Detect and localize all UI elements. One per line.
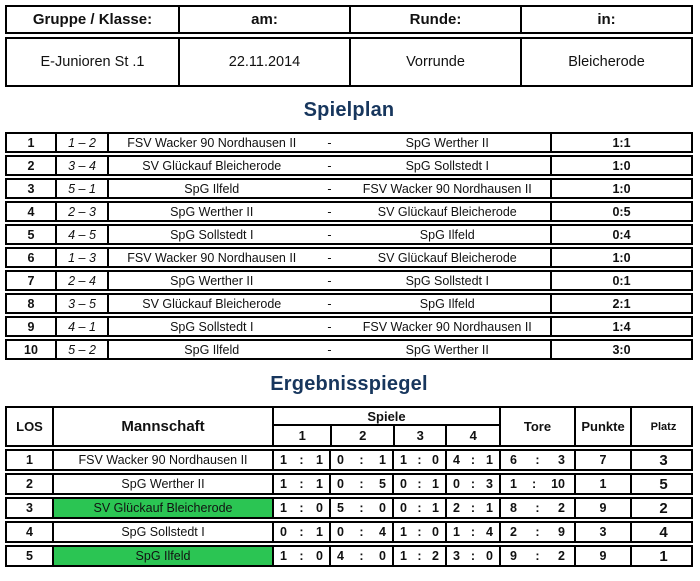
ergebnisspiegel-title: Ergebnisspiegel	[270, 373, 428, 395]
goals-for: 1	[453, 525, 460, 539]
game-result	[329, 547, 392, 565]
goals-for: 1	[400, 549, 407, 563]
pairing: 3 – 5	[55, 295, 109, 312]
goals-against: 1	[486, 501, 493, 515]
score-separator: :	[299, 525, 304, 539]
away-goals: 1	[623, 273, 631, 288]
goals-against: 1	[316, 525, 323, 539]
spielplan-row	[5, 155, 693, 176]
spielplan-table	[5, 132, 693, 360]
ergebnisspiegel-row	[5, 497, 693, 519]
tore-for: 9	[510, 549, 517, 563]
score-separator: :	[619, 250, 624, 265]
away-team: SpG Werther II	[405, 135, 489, 150]
tore-total	[499, 547, 574, 565]
match-number: 2	[27, 158, 35, 173]
goals-for: 0	[337, 453, 344, 467]
tore-total	[499, 475, 574, 493]
home-goals: 1	[612, 319, 620, 334]
spielplan-row	[5, 247, 693, 268]
score-separator: :	[619, 181, 624, 196]
score-separator: :	[619, 204, 624, 219]
score-separator: :	[359, 549, 364, 563]
game-result	[392, 523, 445, 541]
match-number: 3	[27, 181, 35, 196]
home-goals: 2	[612, 296, 620, 311]
home-goals: 1	[612, 135, 620, 150]
match-score	[550, 203, 691, 220]
info-value-row	[5, 37, 693, 87]
goals-for: 0	[400, 477, 407, 491]
team-name: SpG Sollstedt I	[52, 523, 272, 541]
goals-for: 4	[337, 549, 344, 563]
away-goals: 5	[623, 204, 631, 219]
goals-for: 1	[400, 525, 407, 539]
pairing: 5 – 1	[55, 180, 109, 197]
team-name: FSV Wacker 90 Nordhausen II	[52, 451, 272, 469]
game-result	[329, 451, 392, 469]
home-team: SpG Sollstedt I	[170, 227, 254, 242]
game-result	[445, 547, 499, 565]
score-separator: :	[417, 453, 422, 467]
home-goals: 1	[612, 181, 620, 196]
away-goals: 0	[623, 250, 631, 265]
punkte-value: 7	[574, 451, 630, 469]
away-team: FSV Wacker 90 Nordhausen II	[362, 181, 532, 196]
tore-against: 2	[558, 549, 565, 563]
vs-dash: -	[327, 319, 332, 334]
match-score	[550, 249, 691, 266]
goals-against: 0	[316, 501, 323, 515]
spielplan-row	[5, 178, 693, 199]
game-result	[445, 451, 499, 469]
spielplan-row	[5, 270, 693, 291]
game-column-number: 2	[330, 426, 392, 445]
score-separator: :	[299, 477, 304, 491]
header-tore: Tore	[499, 408, 574, 445]
vs-dash: -	[327, 273, 332, 288]
tore-total	[499, 523, 574, 541]
game-result	[329, 523, 392, 541]
ergebnisspiegel-row	[5, 449, 693, 471]
home-team: FSV Wacker 90 Nordhausen II	[127, 135, 297, 150]
los-number: 1	[26, 453, 33, 467]
los-number: 4	[26, 525, 33, 539]
ergebnisspiegel-row	[5, 473, 693, 495]
goals-against: 0	[486, 549, 493, 563]
game-result	[445, 475, 499, 493]
info-value: 22.11.2014	[178, 39, 349, 85]
game-result	[445, 523, 499, 541]
vs-dash: -	[327, 135, 332, 150]
game-result	[329, 499, 392, 517]
header-platz: Platz	[630, 408, 695, 445]
header-mannschaft: Mannschaft	[52, 408, 272, 445]
goals-for: 1	[280, 501, 287, 515]
match-score	[550, 157, 691, 174]
home-team: SpG Ilfeld	[184, 342, 240, 357]
game-column-number: 1	[298, 428, 306, 443]
game-result	[272, 499, 329, 517]
match-number: 7	[27, 273, 35, 288]
match-number: 4	[27, 204, 35, 219]
vs-dash: -	[327, 181, 332, 196]
goals-for: 1	[400, 453, 407, 467]
tore-against: 3	[558, 453, 565, 467]
game-result	[392, 475, 445, 493]
tore-against: 2	[558, 501, 565, 515]
game-column-number: 3	[393, 426, 446, 445]
score-separator: :	[535, 549, 540, 563]
score-separator: :	[535, 525, 540, 539]
game-result	[329, 475, 392, 493]
platz-value: 1	[630, 547, 695, 565]
score-separator: :	[535, 501, 540, 515]
away-goals: 1	[623, 296, 631, 311]
score-separator: :	[470, 501, 476, 515]
ergebnisspiegel-rows	[5, 449, 693, 567]
score-separator: :	[619, 342, 624, 357]
spielplan-row	[5, 293, 693, 314]
game-result	[445, 499, 499, 517]
match-score	[550, 318, 691, 335]
punkte-value: 3	[574, 523, 630, 541]
spielplan-title: Spielplan	[303, 99, 395, 121]
score-separator: :	[470, 477, 476, 491]
score-separator: :	[417, 549, 422, 563]
away-team: SV Glückauf Bleicherode	[377, 204, 517, 219]
goals-for: 1	[280, 453, 287, 467]
away-goals: 0	[623, 158, 631, 173]
match-score	[550, 341, 691, 358]
match-score	[550, 272, 691, 289]
score-separator: :	[417, 477, 422, 491]
goals-for: 0	[453, 477, 460, 491]
home-team: SpG Ilfeld	[184, 181, 240, 196]
score-separator: :	[619, 319, 624, 334]
tore-total	[499, 499, 574, 517]
away-team: SpG Sollstedt I	[405, 158, 489, 173]
goals-against: 0	[379, 549, 386, 563]
game-result	[392, 547, 445, 565]
header-spiele: Spiele	[274, 408, 499, 426]
ergebnisspiegel-row	[5, 521, 693, 543]
home-team: SV Glückauf Bleicherode	[142, 158, 282, 173]
los-number: 2	[26, 477, 33, 491]
score-separator: :	[470, 549, 476, 563]
tore-for: 6	[510, 453, 517, 467]
tore-against: 10	[551, 477, 565, 491]
goals-for: 1	[280, 477, 287, 491]
score-separator: :	[535, 453, 540, 467]
score-separator: :	[417, 525, 422, 539]
score-separator: :	[619, 158, 624, 173]
goals-against: 1	[316, 477, 323, 491]
away-team: SV Glückauf Bleicherode	[377, 250, 517, 265]
score-separator: :	[299, 453, 304, 467]
ergebnisspiegel-row	[5, 545, 693, 567]
tore-for: 2	[510, 525, 517, 539]
team-name-highlighted: SpG Ilfeld	[52, 547, 272, 565]
vs-dash: -	[327, 204, 332, 219]
pairing: 5 – 2	[55, 341, 109, 358]
platz-value: 5	[630, 475, 695, 493]
vs-dash: -	[327, 250, 332, 265]
match-number: 5	[27, 227, 35, 242]
goals-for: 4	[453, 453, 460, 467]
home-goals: 0	[612, 227, 620, 242]
score-separator: :	[359, 501, 364, 515]
match-number: 9	[27, 319, 35, 334]
goals-against: 0	[316, 549, 323, 563]
away-goals: 0	[623, 342, 631, 357]
score-separator: :	[619, 135, 624, 150]
score-separator: :	[359, 453, 364, 467]
home-goals: 1	[612, 250, 620, 265]
home-team: SpG Sollstedt I	[170, 319, 254, 334]
spielplan-row	[5, 224, 693, 245]
info-value: Vorrunde	[349, 39, 520, 85]
goals-against: 3	[486, 477, 493, 491]
game-result	[392, 451, 445, 469]
away-goals: 0	[623, 181, 631, 196]
los-number: 3	[26, 501, 33, 515]
away-goals: 1	[623, 135, 631, 150]
home-goals: 1	[612, 158, 620, 173]
game-result	[272, 547, 329, 565]
match-number: 6	[27, 250, 35, 265]
home-team: FSV Wacker 90 Nordhausen II	[127, 250, 297, 265]
goals-against: 1	[486, 453, 493, 467]
goals-against: 0	[432, 453, 439, 467]
info-value: E-Junioren St .1	[40, 54, 145, 70]
spielplan-row	[5, 132, 693, 153]
score-separator: :	[531, 477, 537, 491]
header-game-numbers	[274, 426, 499, 445]
info-label: Runde:	[349, 7, 520, 32]
punkte-value: 1	[574, 475, 630, 493]
spielplan-row	[5, 316, 693, 337]
spielplan-row	[5, 339, 693, 360]
tore-for: 8	[510, 501, 517, 515]
ergebnisspiegel-header-row	[5, 406, 693, 447]
goals-against: 0	[379, 501, 386, 515]
score-separator: :	[417, 501, 422, 515]
goals-against: 2	[432, 549, 439, 563]
platz-value: 4	[630, 523, 695, 541]
vs-dash: -	[327, 342, 332, 357]
goals-against: 1	[316, 453, 323, 467]
match-number: 1	[27, 135, 35, 150]
away-goals: 4	[623, 227, 631, 242]
match-score	[550, 226, 691, 243]
home-team: SV Glückauf Bleicherode	[142, 296, 282, 311]
pairing: 1 – 3	[55, 249, 109, 266]
team-name-highlighted: SV Glückauf Bleicherode	[52, 499, 272, 517]
spielplan-row	[5, 201, 693, 222]
platz-value: 2	[630, 499, 695, 517]
match-number: 10	[24, 342, 38, 357]
game-result	[392, 499, 445, 517]
goals-against: 1	[379, 453, 386, 467]
score-separator: :	[470, 453, 476, 467]
home-team: SpG Werther II	[170, 204, 254, 219]
score-separator: :	[359, 477, 364, 491]
goals-against: 0	[432, 525, 439, 539]
game-column-number: 4	[445, 426, 499, 445]
punkte-value: 9	[574, 499, 630, 517]
game-result	[272, 451, 329, 469]
pairing: 2 – 4	[55, 272, 109, 289]
goals-against: 4	[379, 525, 386, 539]
info-label: am:	[178, 7, 349, 32]
goals-for: 0	[337, 477, 344, 491]
away-team: SpG Sollstedt I	[405, 273, 489, 288]
header-punkte: Punkte	[574, 408, 630, 445]
pairing: 2 – 3	[55, 203, 109, 220]
tore-for: 1	[510, 477, 517, 491]
goals-for: 0	[337, 525, 344, 539]
score-separator: :	[619, 296, 624, 311]
goals-for: 2	[453, 501, 460, 515]
game-result	[272, 475, 329, 493]
away-team: SpG Ilfeld	[419, 227, 475, 242]
away-team: SpG Ilfeld	[419, 296, 475, 311]
score-separator: :	[359, 525, 364, 539]
info-label-row	[5, 5, 693, 34]
score-separator: :	[619, 273, 624, 288]
vs-dash: -	[327, 158, 332, 173]
score-separator: :	[299, 501, 304, 515]
goals-against: 1	[432, 477, 439, 491]
goals-for: 5	[337, 501, 344, 515]
header-spiele-block	[272, 408, 499, 445]
info-value: Bleicherode	[520, 39, 691, 85]
vs-dash: -	[327, 296, 332, 311]
goals-for: 3	[453, 549, 460, 563]
info-label: Gruppe / Klasse:	[32, 11, 153, 28]
match-number: 8	[27, 296, 35, 311]
pairing: 1 – 2	[55, 134, 109, 151]
tore-against: 9	[558, 525, 565, 539]
goals-against: 5	[379, 477, 386, 491]
home-team: SpG Werther II	[170, 273, 254, 288]
score-separator: :	[299, 549, 304, 563]
away-goals: 4	[623, 319, 631, 334]
goals-for: 0	[400, 501, 407, 515]
platz-value: 3	[630, 451, 695, 469]
away-team: SpG Werther II	[405, 342, 489, 357]
goals-for: 1	[280, 549, 287, 563]
goals-against: 1	[432, 501, 439, 515]
match-score	[550, 180, 691, 197]
tore-total	[499, 451, 574, 469]
home-goals: 0	[612, 273, 620, 288]
score-separator: :	[470, 525, 476, 539]
header-los: LOS	[16, 419, 43, 434]
pairing: 4 – 1	[55, 318, 109, 335]
home-goals: 0	[612, 204, 620, 219]
goals-for: 0	[280, 525, 287, 539]
away-team: FSV Wacker 90 Nordhausen II	[362, 319, 532, 334]
pairing: 3 – 4	[55, 157, 109, 174]
vs-dash: -	[327, 227, 332, 242]
game-result	[272, 523, 329, 541]
match-score	[550, 134, 691, 151]
score-separator: :	[619, 227, 624, 242]
info-table	[5, 5, 693, 87]
punkte-value: 9	[574, 547, 630, 565]
info-label: in:	[520, 7, 691, 32]
match-score	[550, 295, 691, 312]
team-name: SpG Werther II	[52, 475, 272, 493]
home-goals: 3	[612, 342, 620, 357]
los-number: 5	[26, 549, 33, 563]
ergebnisspiegel-table	[5, 406, 693, 567]
pairing: 4 – 5	[55, 226, 109, 243]
goals-against: 4	[486, 525, 493, 539]
